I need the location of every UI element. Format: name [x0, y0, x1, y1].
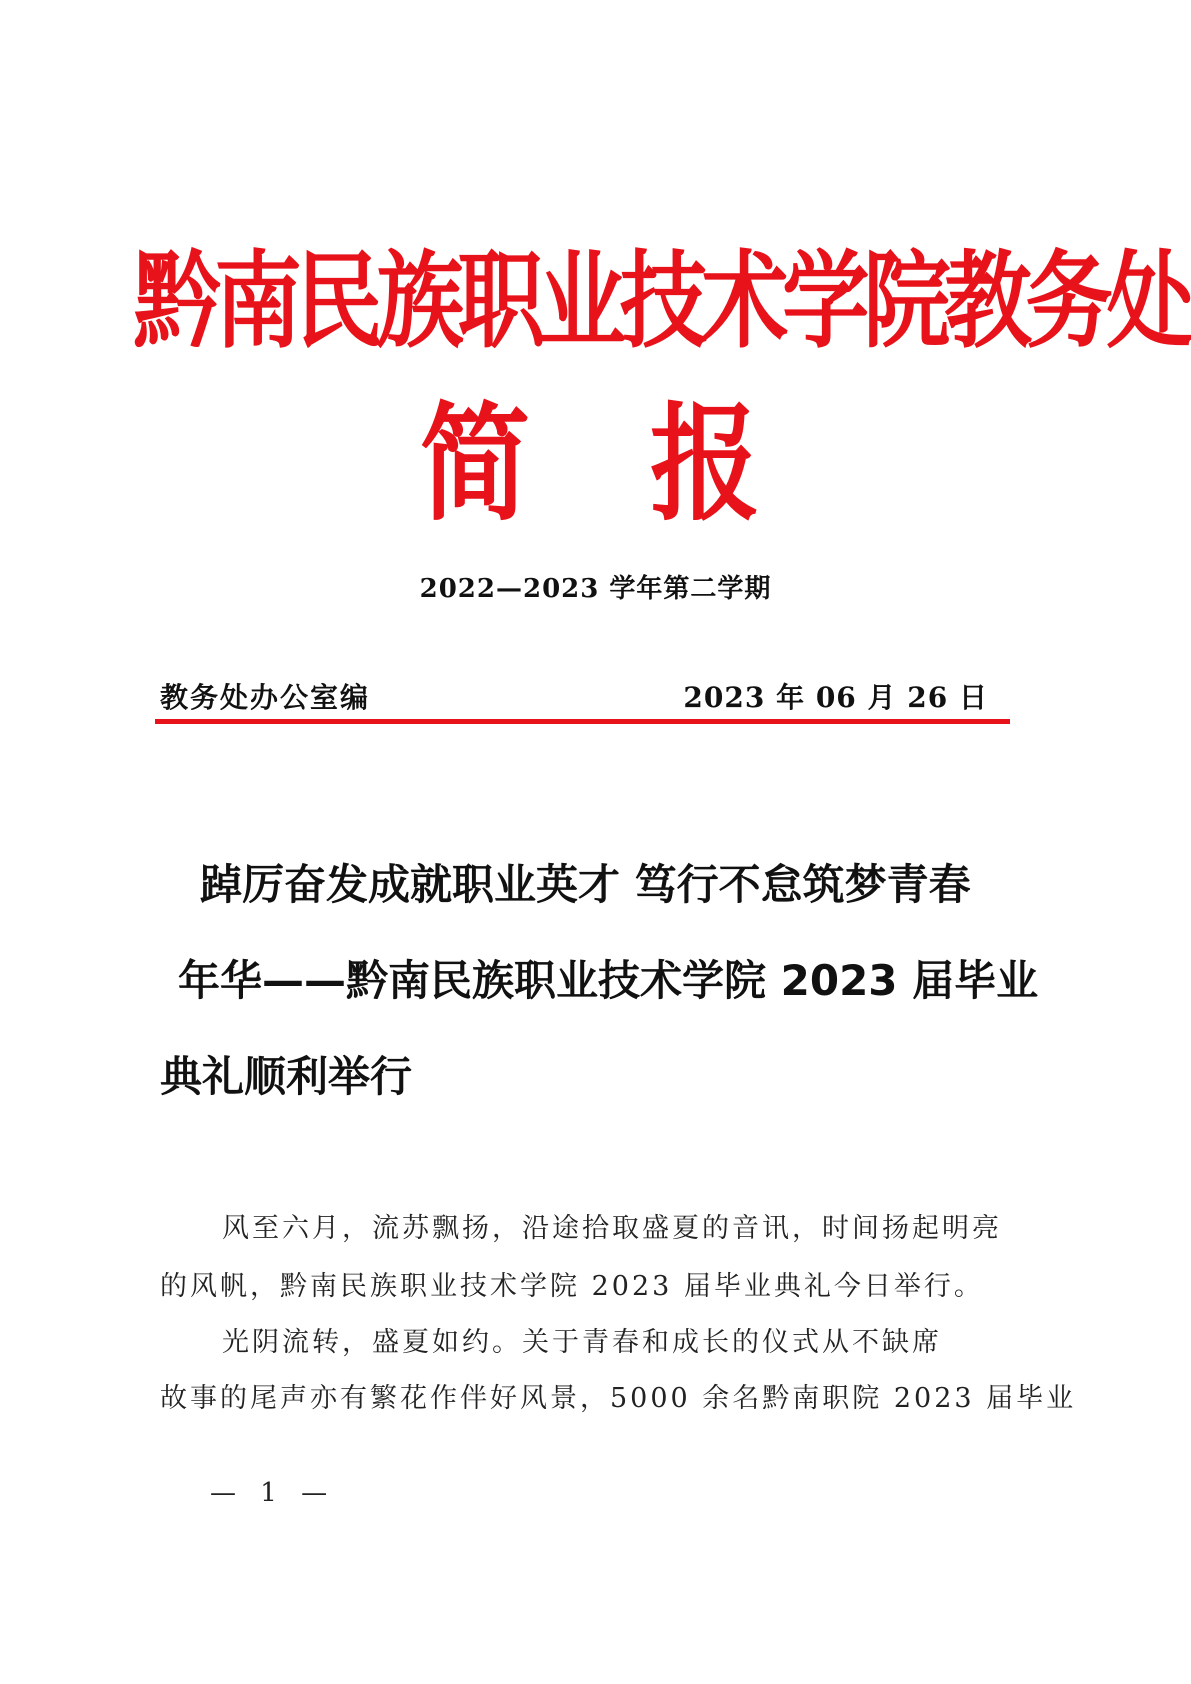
masthead-title	[420, 384, 760, 538]
body-line-1: 风至六月，流苏飘扬，沿途拾取盛夏的音讯，时间扬起明亮	[222, 1213, 1002, 1244]
body-line-4: 故事的尾声亦有繁花作伴好风景，5000 余名黔南职院 2023 届毕业	[160, 1383, 1077, 1414]
masthead-title-char-2: 报	[650, 390, 760, 538]
headline-line-1: 踔厉奋发成就职业英才 笃行不怠筑梦青春	[200, 860, 971, 909]
red-divider-rule	[155, 719, 1010, 724]
headline-line-3: 典礼顺利举行	[160, 1052, 413, 1101]
academic-term: 2022—2023 学年第二学期	[419, 574, 772, 604]
body-line-2: 的风帆，黔南民族职业技术学院 2023 届毕业典礼今日举行。	[160, 1271, 984, 1302]
body-line-3: 光阴流转，盛夏如约。关于青春和成长的仪式从不缺席	[222, 1327, 942, 1358]
editor-office: 教务处办公室编	[160, 681, 371, 714]
issue-date: 2023 年 06 月 26 日	[683, 681, 988, 714]
masthead-title-char-1: 简	[420, 390, 530, 538]
page-number: — 1 —	[210, 1478, 336, 1508]
masthead-organization: 黔南民族职业技术学院教务处	[133, 239, 1188, 363]
meta-row	[160, 676, 1012, 716]
headline-line-2: 年华——黔南民族职业技术学院 2023 届毕业	[178, 956, 1039, 1005]
